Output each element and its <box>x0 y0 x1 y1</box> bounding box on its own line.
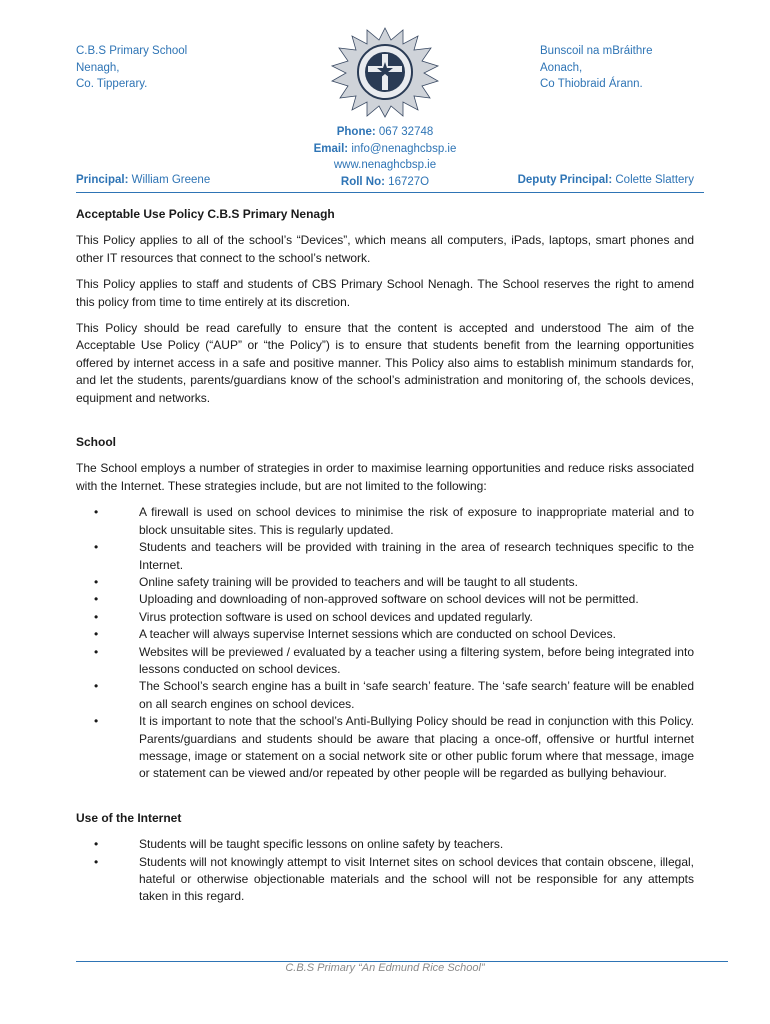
address-line: Aonach, <box>540 61 583 74</box>
list-item-text: Online safety training will be provided to teachers and will be taught to all students. <box>139 574 578 589</box>
deputy-principal-label: Deputy Principal: <box>517 174 613 186</box>
list-item <box>76 713 694 783</box>
address-line: Nenagh, <box>76 61 120 74</box>
list-item-text: Students will not knowingly attempt to visit Internet sites on school devices that contain obscene, illegal, hateful or otherwise objectionable materials and the school will not be responsible for any attempts taken in this regard. <box>139 854 694 904</box>
email-label: Email: <box>313 142 349 155</box>
principal-name: William Greene <box>131 174 211 186</box>
principal-label: Principal: <box>76 174 129 186</box>
school-intro-paragraph: The School employs a number of strategies in order to maximise learning opportunities and reduce risks associated with the Internet. These strategies include, but are not limited to the following: <box>76 461 694 493</box>
phone-number: 067 32748 <box>378 126 434 138</box>
list-item-text: Students and teachers will be provided with training in the area of research techniques specific to the Internet. <box>139 540 694 572</box>
bullet: • <box>94 714 99 729</box>
website-link[interactable]: www.nenaghcbsp.ie <box>333 159 437 171</box>
list-item-text: Uploading and downloading of non-approved software on school devices will not be permitted. <box>139 592 639 607</box>
list-item <box>76 644 694 679</box>
list-item-text: Students will be taught specific lessons on online safety by teachers. <box>139 837 504 852</box>
deputy-principal-line <box>518 174 694 186</box>
email-line <box>250 141 520 158</box>
school-address-english <box>76 43 187 93</box>
bullet: • <box>94 609 99 624</box>
list-item <box>76 504 694 539</box>
header-divider <box>76 192 704 193</box>
bullet: • <box>94 574 99 589</box>
roll-label: Roll No: <box>340 175 385 188</box>
deputy-principal-name: Colette Slattery <box>615 174 694 186</box>
document-title: Acceptable Use Policy C.B.S Primary Nenagh <box>76 207 335 221</box>
principal-line <box>76 174 210 186</box>
roll-line <box>250 174 520 191</box>
internet-use-list <box>76 836 694 906</box>
address-line: Co Thiobraid Árann. <box>540 78 643 90</box>
phone-line <box>250 124 520 141</box>
phone-label: Phone: <box>336 126 376 138</box>
list-item-text: A firewall is used on school devices to minimise the risk of exposure to inappropriate material and to block unsuitable sites. This is regularly updated. <box>139 505 694 537</box>
intro-paragraph: This Policy applies to all of the school’s “Devices”, which means all computers, iPads, laptops, smart phones and other IT resources that connect to the school’s network. <box>76 233 694 265</box>
bullet: • <box>94 627 99 642</box>
address-line: Co. Tipperary. <box>76 78 148 90</box>
list-item <box>76 854 694 906</box>
list-item <box>76 626 694 643</box>
school-strategies-list <box>76 504 694 783</box>
school-address-irish <box>540 43 653 93</box>
roll-number: 16727O <box>388 175 430 188</box>
address-line: C.B.S Primary School <box>76 45 188 57</box>
list-item-text: The School’s search engine has a built in ‘safe search’ feature. The ‘safe search’ feature will be enabled on all search engines on school devices. <box>139 679 694 711</box>
school-heading: School <box>76 435 117 450</box>
contact-block <box>250 124 520 190</box>
list-item <box>76 591 694 608</box>
bullet: • <box>94 505 99 520</box>
intro-paragraph: This Policy should be read carefully to ensure that the content is accepted and understood The aim of the Acceptable Use Policy (“AUP” or “the Policy”) is to ensure that students benefit from the learning opportunities offered by internet access in a safe and positive manner. This Policy also aims to establish minimum standards for, and let the students, parents/guardians know of the school’s administration and monitoring of, the schools devices, equipment and networks. <box>76 321 694 405</box>
bullet: • <box>94 837 99 852</box>
page-footer: C.B.S Primary “An Edmund Rice School” <box>285 962 485 974</box>
list-item-text: It is important to note that the school’s Anti-Bullying Policy should be read in conjunction with this Policy. Parents/guardians and students should be aware that placing a once-off, offensive or hurtful internet message, image or statement on a social network site or other public forum where that message, image or statement can be viewed and/or repeated by other people will be regarded as bullying behaviour. <box>139 714 694 781</box>
list-item-text: A teacher will always supervise Internet sessions which are conducted on school Devices. <box>139 627 616 642</box>
address-line: Bunscoil na mBráithre <box>540 45 653 57</box>
list-item <box>76 574 694 591</box>
internet-heading: Use of the Internet <box>76 810 182 825</box>
bullet: • <box>94 854 99 869</box>
list-item <box>76 836 694 853</box>
bullet: • <box>94 679 99 694</box>
school-crest-logo <box>328 26 442 118</box>
list-item-text: Virus protection software is used on school devices and updated regularly. <box>139 609 533 624</box>
document-body <box>76 206 694 915</box>
list-item <box>76 539 694 574</box>
bullet: • <box>94 540 99 555</box>
bullet: • <box>94 644 99 659</box>
list-item-text: Websites will be previewed / evaluated by a teacher using a filtering system, before being integrated into lessons conducted on school devices. <box>139 644 694 676</box>
email-address[interactable]: info@nenaghcbsp.ie <box>351 142 457 155</box>
intro-paragraph: This Policy applies to staff and students of CBS Primary School Nenagh. The School reserves the right to amend this policy from time to time entirely at its discretion. <box>76 277 694 309</box>
bullet: • <box>94 592 99 607</box>
list-item <box>76 678 694 713</box>
list-item <box>76 609 694 626</box>
